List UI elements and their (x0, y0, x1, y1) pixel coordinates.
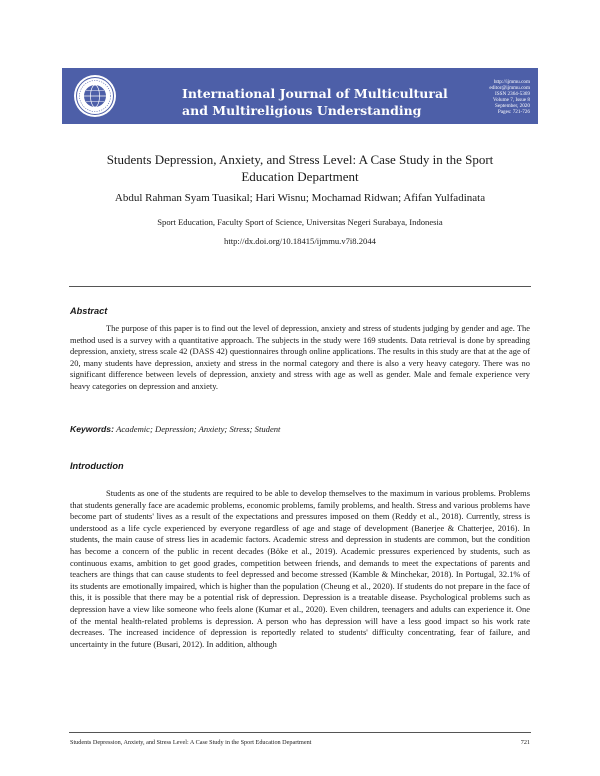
journal-pages: Pages: 721-726 (497, 109, 530, 116)
journal-title-line-2: and Multireligious Understanding (182, 103, 422, 118)
paper-title (60, 151, 540, 185)
journal-meta (489, 79, 530, 116)
footer-running-title: Students Depression, Anxiety, and Stress Level: A Case Study in the Sport Education Department (70, 739, 312, 746)
divider-line (69, 286, 531, 287)
journal-title-line-1: International Journal of Multicultural (182, 86, 448, 101)
authors: Abdul Rahman Syam Tuasikal; Hari Wisnu; Mochamad Ridwan; Afifan Yulfadinata (114, 192, 486, 204)
keywords-list: Academic; Depression; Anxiety; Stress; Student (116, 424, 281, 434)
journal-volume: Volume 7, Issue 8 (492, 97, 530, 104)
introduction-text: Students as one of the students are required to be able to develop themselves to the maximum in various problems. Problems that students generally face are academic problems, economic problems, family problems, and health. Stress and various problems have become part of students' lives as a result of the expectations and pressures imposed on them (Reddy et al., 2018). Currently, stress is understood as a life cycle experienced by everyone regardless of age and stage of development (Banerjee & Chatterjee, 2016). In students, the main cause of stress lies in academic factors. Academic stress and depression in students are common, but the condition has become a concern of the public in recent decades (Böke et al., 2019). Academic pressures experienced by students, such as continuous exams, ambition to get good grades, competition between friends, and demands to meet the expectations of parents and teachers are things that can cause students to feel depressed and become stressed (Kamble & Minchekar, 2018). In Portugal, 32.1% of its students are emotionally impaired, which is higher than the population (Cheung et al., 2020). If students do not prepare in the face of this, it is possible that there may be a potential risk of depression. Depression is a treatable disease. Psychological problems such as depression have a view like someone who feels alone (Kumar et al., 2020). Even children, teenagers and adults can experience it. One of the mental health-related problems is depression. A person who has depression will have a less good impact so his work rate decreases. The increased incidence of depression is reportedly related to students' difficulty concentrating, fear of failure, and uncertainty in the future (Busari, 2012). In addition, although (70, 488, 530, 649)
page-number: 721 (520, 739, 530, 746)
journal-title (182, 85, 482, 119)
journal-email[interactable]: editor@ijmmu.com (489, 85, 530, 92)
affiliation: Sport Education, Faculty Sport of Science, Universitas Negeri Surabaya, Indonesia (157, 217, 443, 227)
footer-rule (69, 732, 531, 733)
journal-header-banner (62, 68, 538, 124)
abstract-heading: Abstract (70, 306, 108, 316)
paper-title-line-1: Students Depression, Anxiety, and Stress Level: A Case Study in the Sport (106, 152, 494, 167)
keywords-label: Keywords: (70, 424, 114, 434)
journal-date: September, 2020 (495, 103, 530, 110)
introduction-heading: Introduction (70, 461, 124, 471)
journal-url[interactable]: http://ijmmu.com (493, 79, 530, 85)
paper-title-line-2: Education Department (241, 169, 359, 184)
journal-issn: ISSN 2364-5369 (494, 91, 530, 98)
keywords (70, 424, 280, 434)
doi-link[interactable]: http://dx.doi.org/10.18415/ijmmu.v7i8.2044 (224, 236, 376, 246)
abstract-text: The purpose of this paper is to find out the level of depression, anxiety and stress of students judging by gender and age. The method used is a survey with a quantitative approach. The subjects in the study were 169 students. Data retrieval is done by spreading depression, anxiety, stress scale 42 (DASS 42) questionnaires through online applications. The results in this study are that at the age of 20, many students have depression, anxiety and stress in the normal category and there is also a very heavy category. There was no significant difference between levels of depression, anxiety and stress with age as well as gender. Male and female experience very heavy categories on depression and anxiety. (70, 323, 530, 391)
journal-logo-icon (72, 73, 118, 119)
